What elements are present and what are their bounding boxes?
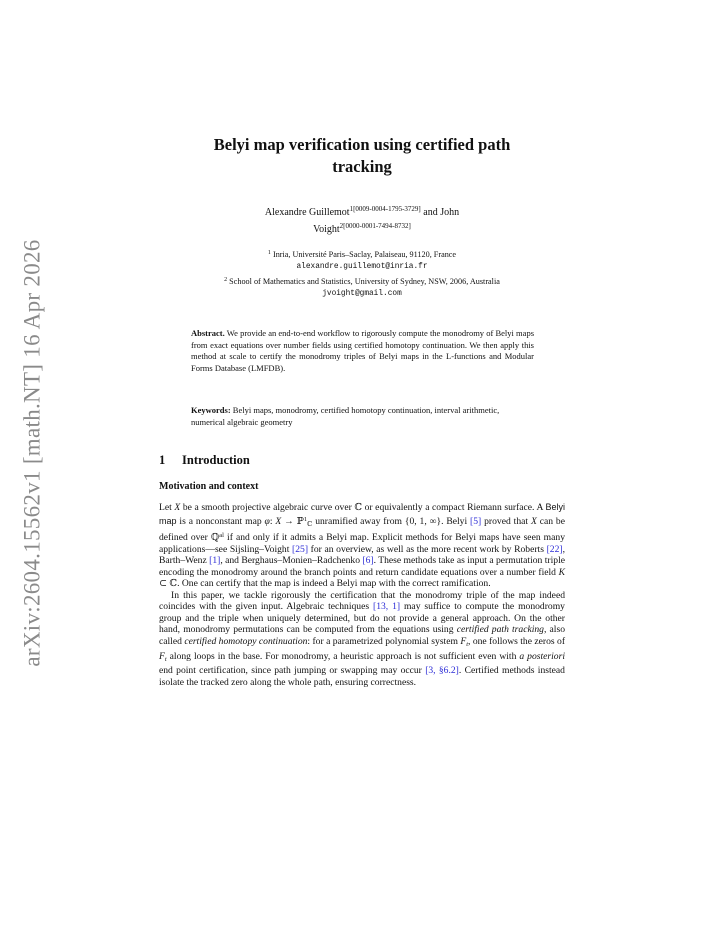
p1-text: for an overview, as well as the more recent work by Roberts xyxy=(308,543,547,555)
affiliation-1-marker: 1 xyxy=(267,250,271,256)
p2-text: may suffice to compute the monodromy group and the triple when uniquely determined, but do not provide a general approach. On the other hand, monodromy permutations can be computed from the equations using xyxy=(159,601,565,636)
math-var: K xyxy=(558,566,565,578)
section-title: Introduction xyxy=(182,453,250,467)
citation-link[interactable]: [13 xyxy=(373,601,386,613)
citation-link[interactable]: [6] xyxy=(362,555,374,567)
subsection-heading: Motivation and context xyxy=(159,481,259,492)
author-2-name: Voight xyxy=(313,223,340,235)
p1-text: unramified away from {0, 1, ∞}. Belyi xyxy=(312,515,471,527)
keywords-label: Keywords: xyxy=(191,405,231,415)
citation-link[interactable]: [1] xyxy=(209,555,221,567)
p1-text: be a smooth projective algebraic curve over ℂ or equivalently a compact Riemann surface. A xyxy=(180,502,546,513)
citation-link[interactable]: [3, §6.2] xyxy=(425,665,459,677)
affiliation-1: Inria, Université Paris–Saclay, Palaiseau, 91120, France xyxy=(272,250,457,259)
citation-link[interactable]: [5] xyxy=(470,515,482,527)
keywords-text: Belyi maps, monodromy, certified homotopy continuation, interval arithmetic, numerical algebraic geometry xyxy=(191,405,500,427)
section-heading xyxy=(159,453,250,468)
p1-text: , Barth–Wenz xyxy=(159,543,565,567)
math-var: F xyxy=(460,636,467,648)
email-2[interactable]: jvoight@gmail.com xyxy=(322,289,402,298)
emphasis: a posteriori xyxy=(519,650,565,662)
arxiv-identifier-stamp xyxy=(18,239,48,667)
emphasis: certified homotopy continuation xyxy=(184,636,308,648)
paragraph-2: In this paper, we tackle rigorously the certification that the monodromy triple of the map indeed coincides with the given input. Algebraic techniques [13, 1] may suffice to compute the monodromy group and the triple when uniquely determined, but do not provide a general approach. On the other hand, monodromy permutations can be computed from the equations using certified path tracking, also called certified homotopy continuation: for a parametrized polynomial system $F_t$, one follows the zeros of $F_t$ along loops in the base. For monodromy, a heuristic approach is not sufficient even with a posteriori end point certification, since path jumping or swapping may occur [3, §6.2]. Certified methods instead isolate the tracked zero along the whole path, ensuring correctness. xyxy=(159,589,566,688)
arxiv-id-text: arXiv:2604.15562v1 [math.NT] 16 Apr 2026 xyxy=(20,239,46,667)
p2-text: In this paper, we tackle rigorously the certification that the monodromy triple of the map indeed coincides with the given input. Algebraic techniques xyxy=(159,589,565,613)
author-2-orcid: 2[0000-0001-7494-8732] xyxy=(339,221,411,230)
affiliation-2: School of Mathematics and Statistics, University of Sydney, NSW, 2006, Australia xyxy=(229,276,500,286)
p2-text: , one follows the zeros of xyxy=(468,636,566,648)
abstract-label: Abstract. xyxy=(191,328,225,338)
p1-text: can be defined over ℚ xyxy=(159,515,565,544)
p1-text: , and Berghaus–Monien–Radchenko xyxy=(220,555,363,567)
p2-text: : for a parametrized polynomial system xyxy=(307,636,461,648)
math-map: φ xyxy=(264,515,270,527)
section-number: 1 xyxy=(159,453,166,467)
affiliations xyxy=(159,247,565,300)
p2-text: , also called xyxy=(159,624,565,648)
title-line-2: tracking xyxy=(332,157,392,176)
math-var: F xyxy=(159,650,165,662)
author-list xyxy=(159,203,565,236)
author-conjunction: and John xyxy=(420,207,460,218)
body-text xyxy=(159,502,565,688)
math-superscript: al xyxy=(219,532,224,540)
p2-text: along loops in the base. For monodromy, a heuristic approach is not sufficient even with xyxy=(166,650,520,662)
email-1[interactable]: alexandre.guillemot@inria.fr xyxy=(296,263,428,272)
citation-link[interactable]: [22] xyxy=(546,543,563,555)
p2-text: end point certification, since path jumping or swapping may occur xyxy=(159,665,426,677)
p1-text: . These methods take as input a permutation triple encoding the monodromy around the branch points and return candidate equations over a number field xyxy=(159,555,566,578)
citation-link[interactable]: , 1] xyxy=(385,601,401,613)
author-1-orcid: 1[0009-0004-1795-3729] xyxy=(349,205,421,213)
math-var: X xyxy=(174,502,181,513)
emphasis: certified path tracking xyxy=(456,624,544,636)
citation-link[interactable]: [25] xyxy=(292,543,309,555)
paper-title xyxy=(159,134,565,178)
keywords xyxy=(191,405,534,428)
p1-text: if and only if it admits a Belyi map. Explicit methods for Belyi maps have seen many applications—see Sijsling–Voight xyxy=(159,532,565,555)
p1-text: is a nonconstant map xyxy=(176,515,265,527)
p1-text: Let xyxy=(159,502,175,513)
abstract xyxy=(191,328,534,374)
author-1-name: Alexandre Guillemot xyxy=(264,207,350,218)
paragraph-1: Let X be a smooth projective algebraic curve over ℂ or equivalently a compact Riemann surface. A Belyi map is a nonconstant map φ: X → ℙ$^1_ℂ$ unramified away from {0, 1, ∞}. Belyi [5] proved that X can be defined over ℚ$^{al}$ if and only if it admits a Belyi map. Explicit methods for Belyi maps have seen many applications—see Sijsling–Voight [25] for an overview, as well as the more recent work by Roberts [22], Barth–Wenz [1], and Berghaus–Monien–Radchenko [6]. These methods take as input a permutation triple encoding the monodromy around the branch points and return candidate equations over a number field K ⊂ ℂ. One can certify that the map is indeed a Belyi map with the correct ramification. xyxy=(159,502,566,590)
math-var: X xyxy=(530,515,537,527)
belyi-map-term: Belyi map xyxy=(159,502,565,526)
title-line-1: Belyi map verification using certified path xyxy=(213,135,511,154)
p1-text: ⊂ ℂ. One can certify that the map is indeed a Belyi map with the correct ramification. xyxy=(159,578,491,590)
abstract-text: We provide an end-to-end workflow to rigorously compute the monodromy of Belyi maps from exact equations over number fields using certified homotopy continuation. We then apply this method at scale to certify the monodromy triples of Belyi maps in the L-functions and Modular Forms Database (LMFDB). xyxy=(191,328,534,373)
p2-text: . Certified methods instead isolate the tracked zero along the whole path, ensuring correctness. xyxy=(159,665,565,688)
affiliation-2-marker: 2 xyxy=(224,276,228,283)
p1-text: proved that xyxy=(481,515,531,527)
